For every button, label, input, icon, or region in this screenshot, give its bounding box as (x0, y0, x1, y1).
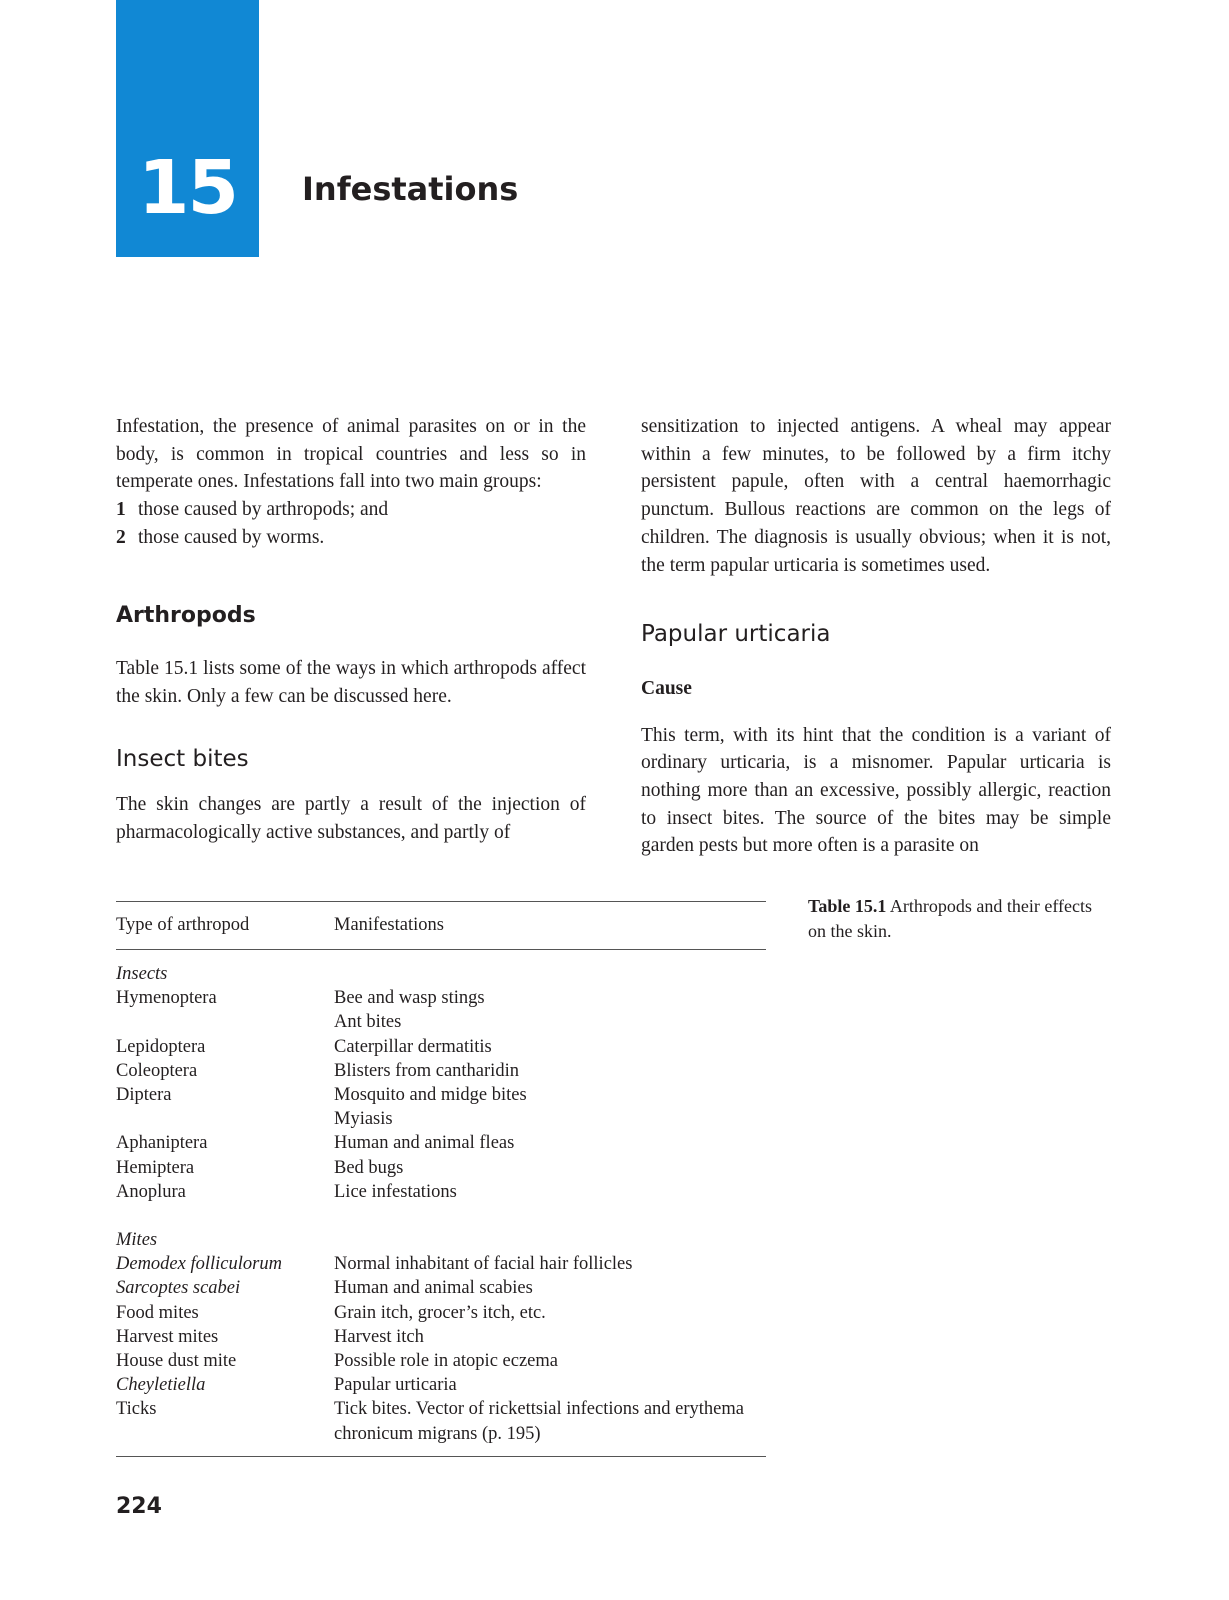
group-label-mites: Mites (116, 1230, 158, 1251)
manifestation-cell: Ant bites (334, 1012, 402, 1033)
manifestation-cell: Blisters from cantharidin (334, 1060, 519, 1081)
arthropod-type-cell: Hemiptera (116, 1157, 195, 1178)
arthropod-type-cell: Lepidoptera (116, 1036, 206, 1057)
insect-bites-paragraph: The skin changes are partly a result of the injection of pharmacologically active substances, and partly of (116, 794, 586, 844)
right-column (641, 413, 1111, 860)
manifestation-cell: Normal inhabitant of facial hair follicles (334, 1254, 633, 1275)
column-header-type: Type of arthropod (116, 915, 250, 935)
table-bottom-rule (116, 1456, 766, 1457)
table-caption (808, 894, 1098, 944)
table-row (116, 1156, 766, 1180)
table-row (116, 1301, 766, 1325)
heading-cause: Cause (641, 677, 692, 699)
arthropod-type-cell (116, 1422, 334, 1446)
arthropod-type-cell: Coleoptera (116, 1060, 198, 1081)
table-body (116, 950, 766, 1456)
table-row (116, 986, 766, 1010)
manifestation-cell: Bee and wasp stings (334, 988, 485, 1009)
table-row (116, 1349, 766, 1373)
subheading-insect-bites: Insect bites (116, 745, 249, 772)
arthropod-type-cell: Aphaniptera (116, 1133, 208, 1154)
manifestation-cell: Myiasis (334, 1109, 393, 1130)
arthropod-type-cell: Demodex folliculorum (116, 1254, 282, 1275)
left-column (116, 413, 586, 847)
table-caption-text: Arthropods and their effects on the skin. (808, 896, 1092, 941)
chapter-number: 15 (138, 145, 237, 231)
table-row (116, 1107, 766, 1131)
list-item: 2 those caused by worms. (116, 526, 325, 548)
manifestation-cell: Tick bites. Vector of rickettsial infections and erythema (334, 1399, 744, 1420)
manifestation-cell: Bed bugs (334, 1157, 404, 1178)
table-row (116, 1131, 766, 1155)
manifestation-cell: Human and animal scabies (334, 1278, 533, 1299)
table-row (116, 1083, 766, 1107)
column-header-manifestations: Manifestations (334, 915, 444, 935)
chapter-title: Infestations (302, 170, 519, 208)
infestation-groups-list (116, 496, 586, 551)
table-row (116, 1276, 766, 1300)
arthropod-type-cell: Anoplura (116, 1181, 186, 1202)
table-row (116, 1325, 766, 1349)
chapter-number-box (116, 0, 259, 257)
manifestation-cell: Lice infestations (334, 1181, 457, 1202)
subheading-papular-urticaria: Papular urticaria (641, 621, 831, 648)
arthropod-type-cell: Food mites (116, 1302, 199, 1323)
page-number: 224 (116, 1494, 162, 1519)
table-caption-label: Table 15.1 (808, 896, 887, 916)
table-row (116, 1035, 766, 1059)
arthropods-table (116, 901, 766, 1457)
table-row (116, 1059, 766, 1083)
arthropod-type-cell: House dust mite (116, 1351, 237, 1372)
manifestation-cell: Caterpillar dermatitis (334, 1036, 492, 1057)
table-row (116, 1010, 766, 1034)
table-row (116, 1397, 766, 1421)
arthropod-type-cell: Sarcoptes scabei (116, 1278, 241, 1299)
group-label-row (116, 962, 766, 986)
arthropod-type-cell: Ticks (116, 1399, 157, 1420)
manifestation-cell: Mosquito and midge bites (334, 1085, 527, 1106)
manifestation-cell: Papular urticaria (334, 1375, 457, 1396)
manifestation-cell: Human and animal fleas (334, 1133, 515, 1154)
sensitization-paragraph: sensitization to injected antigens. A wheal may appear within a few minutes, to be followed by a firm itchy persistent papule, often with a central haemorrhagic punctum. Bullous reactions are common on the legs of children. The diagnosis is usually obvious; when it is not, the term papular urticaria is sometimes used. (641, 416, 1111, 576)
manifestation-cell: Possible role in atopic eczema (334, 1351, 558, 1372)
group-label-insects: Insects (116, 964, 168, 984)
arthropod-type-cell (116, 1010, 334, 1034)
section-heading-arthropods: Arthropods (116, 602, 256, 628)
group-label-row (116, 1228, 766, 1252)
list-item: 1 those caused by arthropods; and (116, 499, 389, 521)
cause-paragraph: This term, with its hint that the condition is a variant of ordinary urticaria, is a misnomer. Papular urticaria is nothing more than an excessive, possibly allergic, reaction to insect bites. The source of the bites may be simple garden pests but more often is a parasite on (641, 724, 1111, 857)
table-header-row (116, 902, 766, 949)
arthropod-type-cell: Diptera (116, 1085, 172, 1106)
group-spacer (116, 1204, 766, 1228)
arthropod-type-cell: Harvest mites (116, 1326, 219, 1347)
manifestation-cell: Harvest itch (334, 1326, 424, 1347)
intro-paragraph: Infestation, the presence of animal parasites on or in the body, is common in tropical countries and less so in temperate ones. Infestations fall into two main groups: (116, 416, 586, 493)
table-row (116, 1422, 766, 1446)
manifestation-cell: chronicum migrans (p. 195) (334, 1423, 541, 1444)
arthropods-paragraph: Table 15.1 lists some of the ways in which arthropods affect the skin. Only a few can be discussed here. (116, 658, 586, 707)
arthropod-type-cell: Cheyletiella (116, 1375, 206, 1396)
table-row (116, 1373, 766, 1397)
arthropod-type-cell: Hymenoptera (116, 988, 217, 1009)
table-row (116, 1180, 766, 1204)
arthropod-type-cell (116, 1107, 334, 1131)
table-row (116, 1252, 766, 1276)
manifestation-cell: Grain itch, grocer’s itch, etc. (334, 1302, 546, 1323)
